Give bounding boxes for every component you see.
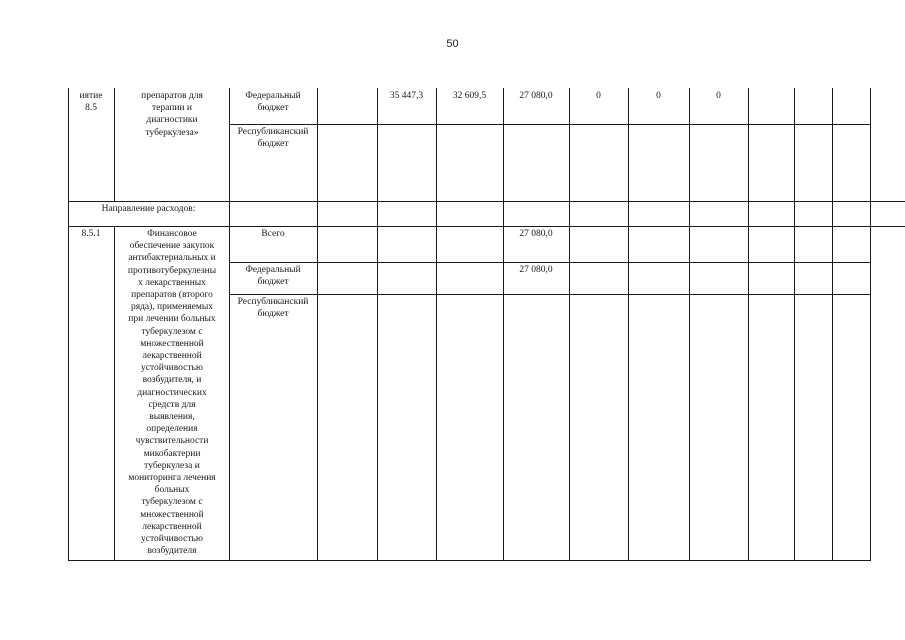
column-divider <box>748 226 749 560</box>
funding-source-republic: Республиканский бюджет <box>237 127 309 150</box>
column-divider <box>503 88 504 201</box>
column-divider <box>628 201 629 226</box>
funding-source-federal: Федеральный бюджет <box>245 91 301 114</box>
column-divider <box>436 226 437 560</box>
column-divider <box>114 226 115 560</box>
column-divider <box>229 88 230 201</box>
column-divider <box>689 201 690 226</box>
column-divider <box>832 201 833 226</box>
column-divider <box>628 226 629 560</box>
column-divider <box>377 201 378 226</box>
value-cell: 27 080,0 <box>519 265 553 275</box>
column-divider <box>569 226 570 560</box>
column-divider <box>569 201 570 226</box>
column-divider <box>832 88 833 201</box>
column-divider <box>114 88 115 201</box>
column-divider <box>870 201 871 226</box>
page-number: 50 <box>446 38 459 50</box>
column-divider <box>870 88 871 201</box>
row-code: 8.5.1 <box>81 229 101 239</box>
column-divider <box>628 88 629 201</box>
column-divider <box>689 88 690 201</box>
column-divider <box>503 201 504 226</box>
funding-source-total: Всего <box>261 229 285 239</box>
column-divider <box>317 201 318 226</box>
value-cell: 35 447,3 <box>389 91 424 101</box>
column-divider <box>794 201 795 226</box>
column-divider <box>377 88 378 201</box>
row-divider <box>229 262 871 263</box>
column-divider <box>794 88 795 201</box>
value-cell: 27 080,0 <box>519 91 553 101</box>
value-cell: 0 <box>716 91 721 101</box>
value-cell: 27 080,0 <box>519 229 553 239</box>
column-divider <box>748 201 749 226</box>
column-divider <box>436 201 437 226</box>
row-code: иятие 8.5 <box>79 91 103 114</box>
column-divider <box>68 88 69 201</box>
table-bottom-border <box>68 560 871 561</box>
row-name: препаратов для терапии и диагностики туберкулеза» <box>141 91 203 138</box>
row-name: Финансовое обеспечение закупок антибактериальных и противотуберкулезны х лекарственных препаратов (второго ряда), применяемых при лечении больных туберкулезом с множественной лекарственной устойчивостью возбудителя, и диагностических средств для выявления, определения чувствительности микобактерии туберкулеза и мониторинга лечения больных туберкулезом с множественной лекарственной устойчивостью возбудителя <box>127 229 217 557</box>
row-divider <box>229 294 871 295</box>
column-divider <box>794 226 795 560</box>
column-divider <box>317 226 318 560</box>
column-divider <box>436 88 437 201</box>
row-divider <box>229 124 871 125</box>
column-divider <box>229 226 230 560</box>
column-divider <box>68 226 69 560</box>
funding-source-federal: Федеральный бюджет <box>245 265 301 288</box>
value-cell: 0 <box>596 91 601 101</box>
row-divider <box>68 226 905 227</box>
value-cell: 32 609,5 <box>452 91 487 101</box>
row-divider <box>68 201 905 202</box>
section-label: Направление расходов: <box>101 204 196 214</box>
column-divider <box>569 88 570 201</box>
column-divider <box>689 226 690 560</box>
value-cell: 0 <box>656 91 661 101</box>
column-divider <box>317 88 318 201</box>
column-divider <box>748 88 749 201</box>
column-divider <box>870 226 871 560</box>
column-divider <box>377 226 378 560</box>
funding-source-republic: Республиканский бюджет <box>237 297 309 320</box>
column-divider <box>229 201 230 226</box>
column-divider <box>832 226 833 560</box>
